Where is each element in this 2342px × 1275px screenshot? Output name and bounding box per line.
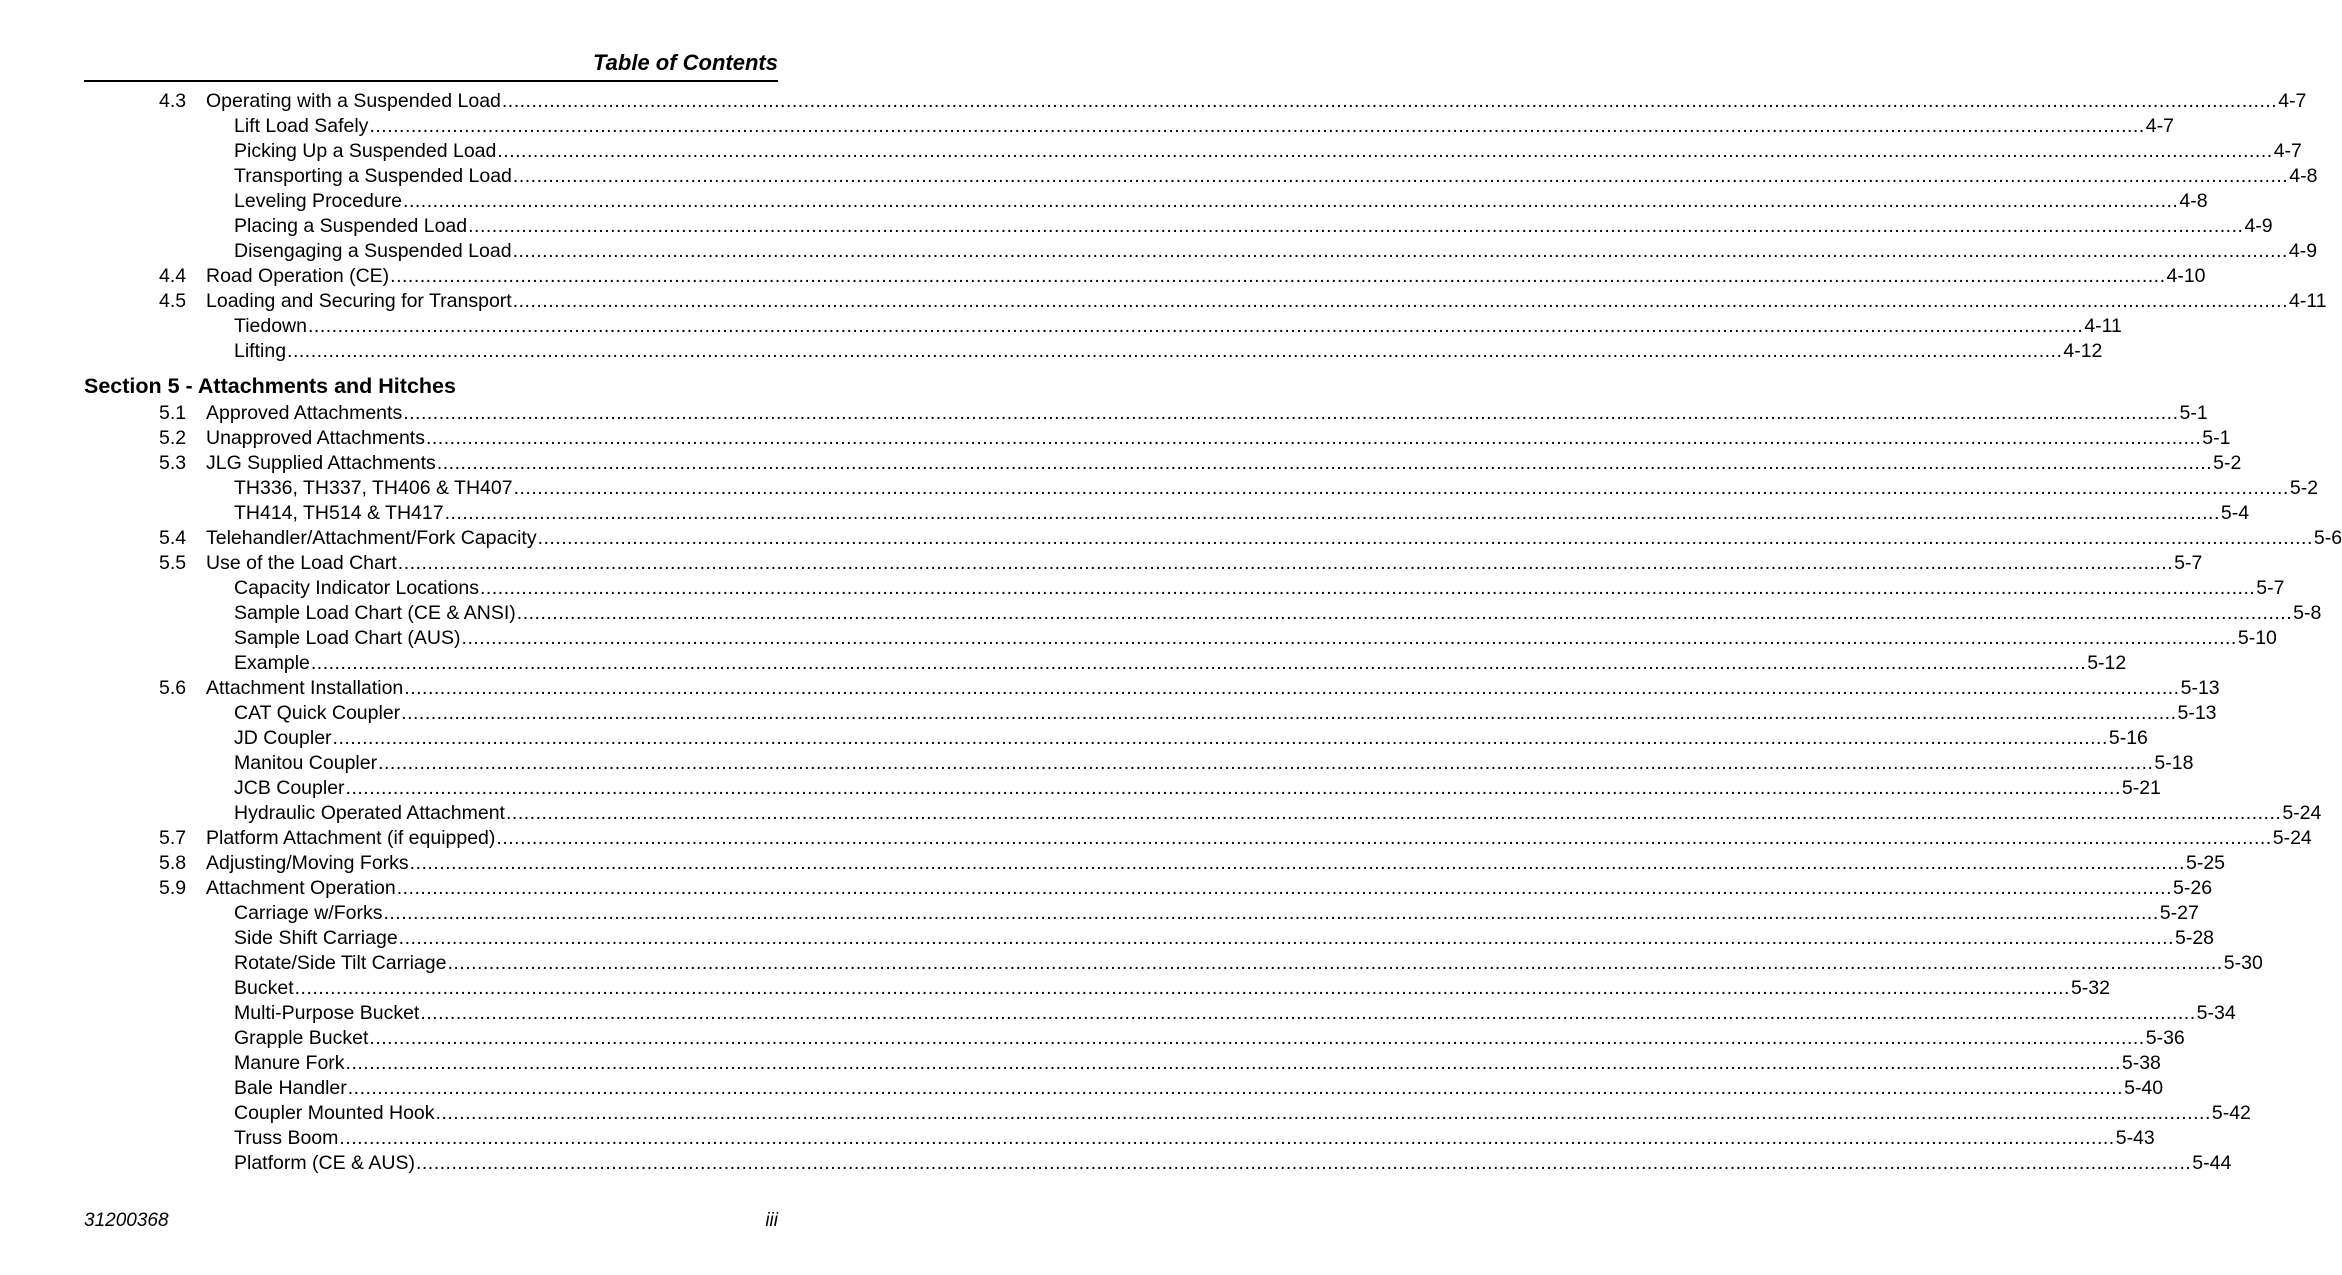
toc-entry-line: [234, 214, 2273, 239]
toc-entry-title: Platform Attachment (if equipped): [206, 827, 496, 849]
dot-leader: ............................................................................................................................................................................................................................................................................................................: [390, 265, 2166, 287]
toc-page-number: 5-43: [2115, 1127, 2155, 1149]
toc-entry-title: Sample Load Chart (CE & ANSI): [234, 602, 516, 624]
toc-entry[interactable]: [0, 289, 2327, 314]
toc-page-number: 4-7: [2273, 140, 2302, 162]
toc-entry-line: [234, 951, 2263, 976]
toc-entry[interactable]: [0, 1051, 2161, 1076]
toc-page-number: 5-4: [2220, 502, 2250, 524]
toc-entry[interactable]: [0, 701, 2217, 726]
toc-entry-title: Lift Load Safely: [234, 115, 369, 137]
dot-leader: ............................................................................................................................................................................................................................................................................................................: [537, 527, 2313, 549]
toc-entry[interactable]: [0, 1026, 2185, 1051]
toc-entry-title: Attachment Installation: [206, 677, 404, 699]
toc-entry[interactable]: [0, 1126, 2155, 1151]
toc-entry[interactable]: [0, 576, 2285, 601]
dot-leader: ............................................................................................................................................................................................................................................................................................................: [513, 477, 2289, 499]
toc-page-number: 4-11: [2084, 315, 2122, 337]
dot-leader: ............................................................................................................................................................................................................................................................................................................: [425, 427, 2202, 449]
toc-entry-line: [234, 164, 2318, 189]
dot-leader: ............................................................................................................................................................................................................................................................................................................: [496, 827, 2272, 849]
toc-entry[interactable]: [0, 314, 2122, 339]
dot-leader: ............................................................................................................................................................................................................................................................................................................: [307, 315, 2084, 337]
toc-entry-title: Transporting a Suspended Load: [234, 165, 512, 187]
dot-leader: ............................................................................................................................................................................................................................................................................................................: [512, 165, 2289, 187]
dot-leader: ............................................................................................................................................................................................................................................................................................................: [436, 452, 2213, 474]
toc-entry-line: [234, 801, 2322, 826]
dot-leader: ............................................................................................................................................................................................................................................................................................................: [479, 577, 2256, 599]
dot-leader: ............................................................................................................................................................................................................................................................................................................: [403, 190, 2179, 212]
toc-entry-title: Bucket: [234, 977, 294, 999]
toc-entry-title: Grapple Bucket: [234, 1027, 369, 1049]
toc-page-number: 5-25: [2186, 852, 2226, 874]
toc-entry-line: [206, 876, 2213, 901]
toc-entry[interactable]: [0, 776, 2161, 801]
toc-page-number: 5-8: [2293, 602, 2322, 624]
toc-page-number: 5-40: [2124, 1077, 2164, 1099]
toc-page-number: 5-36: [2145, 1027, 2185, 1049]
toc-entry[interactable]: [0, 501, 2250, 526]
toc-entry[interactable]: [0, 676, 2220, 701]
toc-page-number: 4-9: [2244, 215, 2273, 237]
dot-leader: ............................................................................................................................................................................................................................................................................................................: [369, 115, 2145, 137]
toc-section-number: 5.7: [159, 827, 187, 849]
toc-section-number: 5.6: [159, 677, 187, 699]
toc-entry[interactable]: [0, 926, 2215, 951]
toc-entry[interactable]: [0, 1101, 2251, 1126]
dot-leader: ............................................................................................................................................................................................................................................................................................................: [332, 727, 2108, 749]
toc-entry[interactable]: [0, 551, 2203, 576]
toc-entry[interactable]: [0, 114, 2174, 139]
toc-entry-line: [234, 114, 2174, 139]
toc-entry-title: Sample Load Chart (AUS): [234, 627, 461, 649]
toc-entry-line: [234, 189, 2208, 214]
dot-leader: ............................................................................................................................................................................................................................................................................................................: [516, 602, 2293, 624]
toc-section-number: 5.4: [159, 527, 187, 549]
toc-page-number: 5-1: [2179, 402, 2208, 424]
dot-leader: ............................................................................................................................................................................................................................................................................................................: [369, 1027, 2145, 1049]
toc-entry[interactable]: [0, 826, 2312, 851]
toc-entry[interactable]: [0, 451, 2242, 476]
toc-entry-line: [234, 651, 2127, 676]
document-number: 31200368: [84, 1210, 169, 1231]
toc-entry-line: [234, 751, 2194, 776]
toc-entry[interactable]: [0, 876, 2213, 901]
toc-entry[interactable]: [0, 951, 2263, 976]
toc-page-number: 5-12: [2087, 652, 2127, 674]
toc-entry[interactable]: [0, 89, 2307, 114]
toc-entry-title: Carriage w/Forks: [234, 902, 383, 924]
toc-page-number: 5-24: [2282, 802, 2322, 824]
toc-entry-title: Unapproved Attachments: [206, 427, 425, 449]
dot-leader: ............................................................................................................................................................................................................................................................................................................: [383, 902, 2159, 924]
toc-page-number: 4-8: [2289, 165, 2318, 187]
toc-entry-line: [206, 401, 2208, 426]
toc-entry-title: TH336, TH337, TH406 & TH407: [234, 477, 513, 499]
toc-entry-title: JCB Coupler: [234, 777, 345, 799]
page-number: iii: [765, 1210, 778, 1231]
toc-entry-line: [234, 1076, 2164, 1101]
toc-page-number: 5-13: [2180, 677, 2220, 699]
toc-entry-line: [234, 239, 2318, 264]
toc-page-number: 5-21: [2121, 777, 2161, 799]
toc-entry[interactable]: [0, 189, 2208, 214]
toc-entry[interactable]: [0, 239, 2318, 264]
toc-entry[interactable]: [0, 751, 2194, 776]
dot-leader: ............................................................................................................................................................................................................................................................................................................: [512, 240, 2288, 262]
toc-entry-title: Placing a Suspended Load: [234, 215, 468, 237]
toc-entry[interactable]: [0, 601, 2322, 626]
toc-entry-title: Example: [234, 652, 310, 674]
toc-entry-title: TH414, TH514 & TH417: [234, 502, 444, 524]
toc-entry[interactable]: [0, 1001, 2236, 1026]
toc-entry-title: Picking Up a Suspended Load: [234, 140, 497, 162]
toc-entry-title: Rotate/Side Tilt Carriage: [234, 952, 447, 974]
toc-entry-line: [234, 601, 2322, 626]
toc-entry[interactable]: [0, 339, 2103, 364]
toc-page-number: 4-7: [2278, 90, 2307, 112]
toc-entry-line: [206, 851, 2226, 876]
toc-entry-title: Lifting: [234, 340, 287, 362]
dot-leader: ............................................................................................................................................................................................................................................................................................................: [447, 952, 2223, 974]
toc-section-number: 5.3: [159, 452, 187, 474]
dot-leader: ............................................................................................................................................................................................................................................................................................................: [396, 877, 2173, 899]
toc-entry-line: [206, 826, 2312, 851]
toc-entry-line: [234, 1026, 2185, 1051]
toc-page-number: 5-2: [2213, 452, 2242, 474]
toc-page-number: 5-30: [2223, 952, 2263, 974]
dot-leader: ............................................................................................................................................................................................................................................................................................................: [345, 1052, 2121, 1074]
toc-entry-title: Manure Fork: [234, 1052, 345, 1074]
toc-entry-line: [234, 901, 2199, 926]
dot-leader: ............................................................................................................................................................................................................................................................................................................: [397, 552, 2174, 574]
toc-entry-line: [234, 1101, 2251, 1126]
dot-leader: ............................................................................................................................................................................................................................................................................................................: [310, 652, 2087, 674]
toc-entry-line: [206, 289, 2327, 314]
toc-entry-title: Disengaging a Suspended Load: [234, 240, 512, 262]
toc-entry[interactable]: [0, 214, 2273, 239]
dot-leader: ............................................................................................................................................................................................................................................................................................................: [505, 802, 2282, 824]
toc-entry-line: [234, 726, 2148, 751]
toc-entry-title: Adjusting/Moving Forks: [206, 852, 409, 874]
toc-entry-line: [234, 339, 2103, 364]
toc-section-number: 4.3: [159, 90, 187, 112]
dot-leader: ............................................................................................................................................................................................................................................................................................................: [420, 1002, 2196, 1024]
toc-entry[interactable]: [0, 801, 2322, 826]
toc-entry[interactable]: [0, 1076, 2164, 1101]
toc-page-number: 5-18: [2154, 752, 2194, 774]
toc-section-number: 5.1: [159, 402, 187, 424]
toc-entry-title: Manitou Coupler: [234, 752, 378, 774]
toc-entry-title: Operating with a Suspended Load: [206, 90, 501, 112]
toc-entry[interactable]: [0, 264, 2206, 289]
toc-page-number: 5-26: [2173, 877, 2213, 899]
toc-entry-line: [206, 264, 2206, 289]
dot-leader: ............................................................................................................................................................................................................................................................................................................: [512, 290, 2289, 312]
toc-entry-line: [234, 1151, 2232, 1176]
dot-leader: ............................................................................................................................................................................................................................................................................................................: [378, 752, 2154, 774]
toc-entry-line: [206, 426, 2231, 451]
toc-entry-line: [234, 1126, 2155, 1151]
toc-entry[interactable]: [0, 426, 2231, 451]
toc-entry-title: Multi-Purpose Bucket: [234, 1002, 420, 1024]
toc-page-number: 5-7: [2256, 577, 2285, 599]
toc-entry-title: Bale Handler: [234, 1077, 347, 1099]
dot-leader: ............................................................................................................................................................................................................................................................................................................: [468, 215, 2244, 237]
dot-leader: ............................................................................................................................................................................................................................................................................................................: [294, 977, 2070, 999]
toc-page-number: 5-24: [2272, 827, 2312, 849]
toc-entry[interactable]: [0, 164, 2318, 189]
toc-page-number: 5-42: [2211, 1102, 2251, 1124]
toc-page-number: 4-12: [2063, 340, 2103, 362]
toc-entry-line: [206, 551, 2203, 576]
toc-entry-line: [234, 139, 2302, 164]
toc-entry-title: Telehandler/Attachment/Fork Capacity: [206, 527, 537, 549]
toc-entry[interactable]: [0, 1151, 2232, 1176]
dot-leader: ............................................................................................................................................................................................................................................................................................................: [409, 852, 2185, 874]
dot-leader: ............................................................................................................................................................................................................................................................................................................: [347, 1077, 2124, 1099]
toc-entry-line: [206, 89, 2307, 114]
toc-page-number: 5-2: [2289, 477, 2319, 499]
dot-leader: ............................................................................................................................................................................................................................................................................................................: [501, 90, 2278, 112]
toc-entry[interactable]: [0, 401, 2208, 426]
toc-entry-title: CAT Quick Coupler: [234, 702, 401, 724]
toc-entry-title: Approved Attachments: [206, 402, 403, 424]
toc-page-number: 4-8: [2179, 190, 2208, 212]
dot-leader: ............................................................................................................................................................................................................................................................................................................: [435, 1102, 2211, 1124]
toc-entry-title: Use of the Load Chart: [206, 552, 397, 574]
toc-entry[interactable]: [0, 651, 2127, 676]
toc-entry-title: Capacity Indicator Locations: [234, 577, 479, 599]
toc-page-number: 5-7: [2174, 552, 2203, 574]
toc-page-number: 5-27: [2159, 902, 2199, 924]
toc-page-number: 5-32: [2070, 977, 2110, 999]
toc-section-number: 5.2: [159, 427, 187, 449]
toc-entry-title: Truss Boom: [234, 1127, 339, 1149]
toc-page-number: 4-9: [2288, 240, 2318, 262]
toc-entry-title: Tiedown: [234, 315, 307, 337]
toc-entry-line: [234, 1001, 2236, 1026]
toc-entry-line: [206, 676, 2220, 701]
toc-entry-title: Side Shift Carriage: [234, 927, 398, 949]
toc-entry-line: [206, 526, 2342, 551]
toc-section-number: 4.4: [159, 265, 187, 287]
dot-leader: ............................................................................................................................................................................................................................................................................................................: [345, 777, 2121, 799]
toc-entry[interactable]: [0, 851, 2226, 876]
toc-entry-line: [234, 926, 2215, 951]
dot-leader: ............................................................................................................................................................................................................................................................................................................: [444, 502, 2220, 524]
toc-entry[interactable]: [0, 726, 2148, 751]
toc-entry[interactable]: [0, 626, 2277, 651]
toc-entry-title: Coupler Mounted Hook: [234, 1102, 435, 1124]
toc-entry-line: [234, 576, 2285, 601]
toc-section-number: 5.8: [159, 852, 187, 874]
dot-leader: ............................................................................................................................................................................................................................................................................................................: [415, 1152, 2192, 1174]
toc-page-number: 5-1: [2202, 427, 2231, 449]
toc-entry-title: Hydraulic Operated Attachment: [234, 802, 505, 824]
toc-entry-line: [234, 1051, 2161, 1076]
toc-page-number: 5-34: [2196, 1002, 2236, 1024]
dot-leader: ............................................................................................................................................................................................................................................................................................................: [404, 677, 2180, 699]
toc-page-number: 5-28: [2175, 927, 2215, 949]
toc-entry[interactable]: [0, 526, 2342, 551]
toc-entry-title: JLG Supplied Attachments: [206, 452, 436, 474]
toc-entry-line: [234, 701, 2217, 726]
dot-leader: ............................................................................................................................................................................................................................................................................................................: [339, 1127, 2115, 1149]
toc-entry-line: [234, 501, 2250, 526]
toc-entry-title: Platform (CE & AUS): [234, 1152, 415, 1174]
toc-page-number: 5-16: [2108, 727, 2148, 749]
toc-entry-title: Road Operation (CE): [206, 265, 390, 287]
toc-entry-title: Attachment Operation: [206, 877, 396, 899]
toc-entry[interactable]: [0, 139, 2302, 164]
dot-leader: ............................................................................................................................................................................................................................................................................................................: [398, 927, 2174, 949]
section-heading[interactable]: Section 5 - Attachments and Hitches: [84, 374, 456, 398]
toc-entry[interactable]: [0, 976, 2110, 1001]
dot-leader: ............................................................................................................................................................................................................................................................................................................: [403, 402, 2179, 424]
page-header-title: Table of Contents: [593, 50, 778, 75]
toc-page-number: 4-11: [2289, 290, 2327, 312]
toc-page-number: 5-44: [2192, 1152, 2232, 1174]
toc-entry-line: [234, 314, 2122, 339]
toc-section-number: 5.9: [159, 877, 187, 899]
toc-page-number: 5-10: [2237, 627, 2277, 649]
toc-entry-title: Leveling Procedure: [234, 190, 403, 212]
toc-entry-line: [206, 451, 2242, 476]
toc-entry-line: [234, 976, 2110, 1001]
toc-entry-line: [234, 476, 2319, 501]
toc-entry-line: [234, 776, 2161, 801]
header-rule: [84, 80, 778, 82]
toc-entry[interactable]: [0, 476, 2319, 501]
dot-leader: ............................................................................................................................................................................................................................................................................................................: [497, 140, 2273, 162]
dot-leader: ............................................................................................................................................................................................................................................................................................................: [461, 627, 2237, 649]
toc-page-number: 4-10: [2166, 265, 2206, 287]
toc-page-number: 5-13: [2177, 702, 2217, 724]
toc-page-number: 5-6: [2313, 527, 2342, 549]
toc-page-number: 4-7: [2145, 115, 2174, 137]
dot-leader: ............................................................................................................................................................................................................................................................................................................: [401, 702, 2177, 724]
toc-entry-line: [234, 626, 2277, 651]
dot-leader: ............................................................................................................................................................................................................................................................................................................: [287, 340, 2063, 362]
toc-section-number: 4.5: [159, 290, 187, 312]
toc-entry[interactable]: [0, 901, 2199, 926]
toc-section-number: 5.5: [159, 552, 187, 574]
toc-entry-title: JD Coupler: [234, 727, 332, 749]
toc-page-number: 5-38: [2121, 1052, 2161, 1074]
toc-entry-title: Loading and Securing for Transport: [206, 290, 512, 312]
